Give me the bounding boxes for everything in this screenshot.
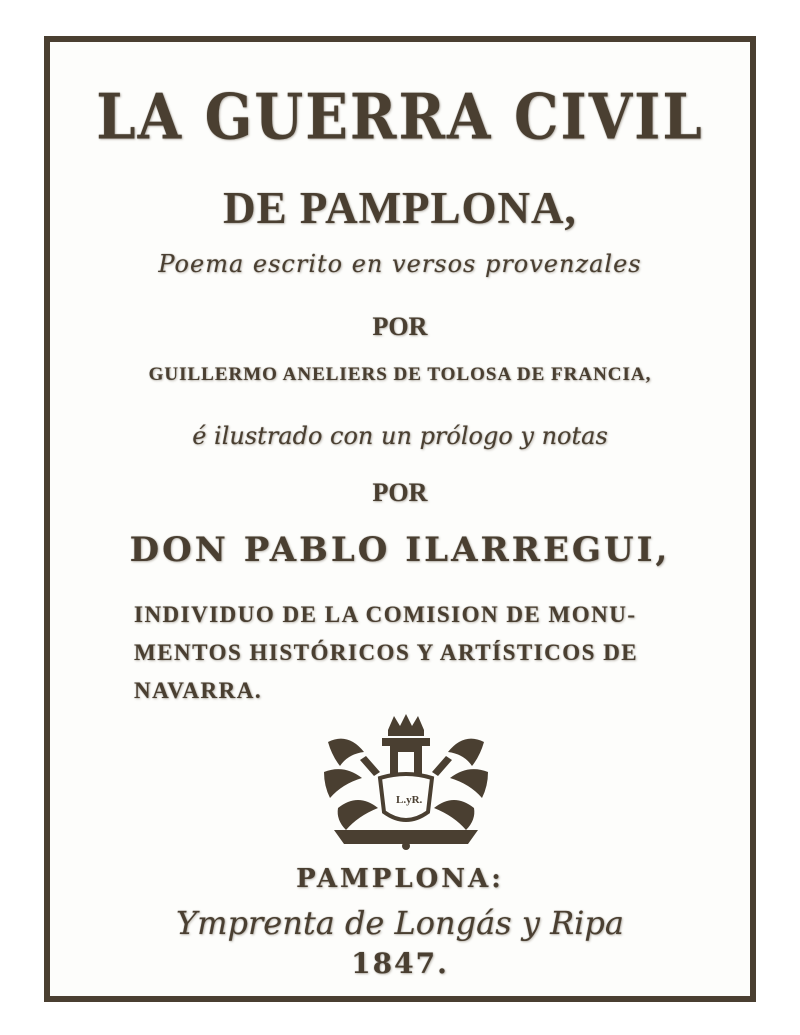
editor-description-line: NAVARRA.	[134, 678, 263, 703]
author-name: GUILLERMO ANELIERS DE TOLOSA DE FRANCIA,	[148, 364, 652, 385]
editor-description-line: INDIVIDUO DE LA COMISION DE MONU-	[134, 602, 637, 627]
imprint-place: PAMPLONA:	[296, 864, 504, 894]
by-label-editor: POR	[372, 478, 428, 507]
book-subtitle: DE PAMPLONA,	[223, 183, 577, 233]
editor-name: DON PABLO ILARREGUI,	[129, 530, 671, 570]
printer-emblem-icon	[318, 712, 494, 852]
imprint-year: 1847.	[351, 947, 449, 980]
by-label-author: POR	[372, 312, 428, 341]
editor-description	[134, 596, 724, 710]
emblem-monogram: L.yR.	[396, 794, 423, 806]
poem-description: Poema escrito en versos provenzales	[158, 250, 642, 278]
imprint-printer: Ymprenta de Longás y Ripa	[176, 904, 624, 942]
editor-description-line: MENTOS HISTÓRICOS Y ARTÍSTICOS DE	[134, 640, 639, 665]
title-page	[44, 36, 756, 1002]
book-title: LA GUERRA CIVIL	[96, 80, 704, 154]
illustration-note: é ilustrado con un prólogo y notas	[192, 422, 608, 450]
